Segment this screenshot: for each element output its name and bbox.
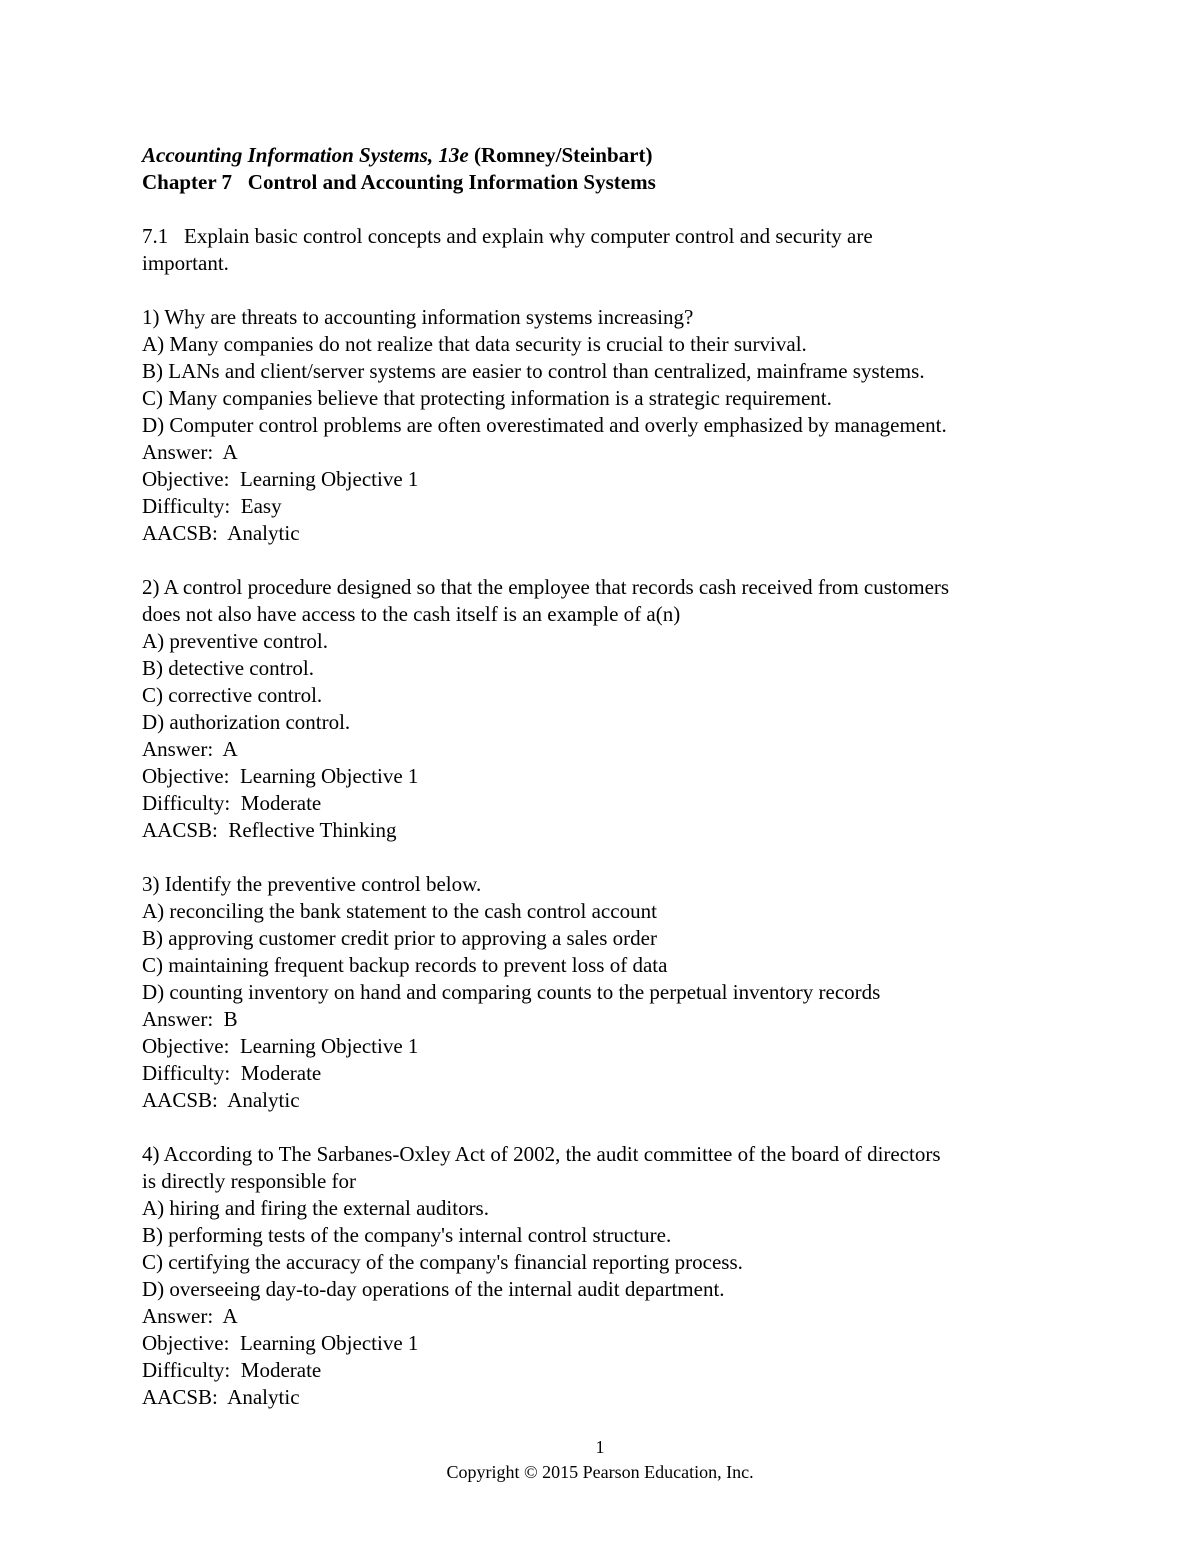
choice-b: B) LANs and client/server systems are easier to control than centralized, mainframe systems. bbox=[142, 359, 925, 383]
question-stem-line-2: does not also have access to the cash itself is an example of a(n) bbox=[142, 602, 681, 626]
spacer bbox=[142, 1114, 1072, 1141]
choice-a: A) hiring and firing the external auditors. bbox=[142, 1196, 489, 1220]
objective: Objective: Learning Objective 1 bbox=[142, 1331, 419, 1355]
question-4 bbox=[142, 1141, 1072, 1411]
question-3 bbox=[142, 871, 1072, 1114]
aacsb: AACSB: Analytic bbox=[142, 1385, 300, 1409]
learning-objective-line-1: 7.1 Explain basic control concepts and explain why computer control and security are bbox=[142, 224, 873, 248]
question-stem-line-1: 2) A control procedure designed so that the employee that records cash received from customers bbox=[142, 575, 950, 599]
choice-a: A) Many companies do not realize that data security is crucial to their survival. bbox=[142, 332, 807, 356]
question-2 bbox=[142, 574, 1072, 844]
answer: Answer: A bbox=[142, 440, 238, 464]
spacer bbox=[142, 277, 1072, 304]
choice-a: A) reconciling the bank statement to the cash control account bbox=[142, 899, 657, 923]
choice-c: C) certifying the accuracy of the company's financial reporting process. bbox=[142, 1250, 743, 1274]
question-stem-line-2: is directly responsible for bbox=[142, 1169, 357, 1193]
choice-d: D) Computer control problems are often overestimated and overly emphasized by management. bbox=[142, 413, 947, 437]
book-title: Accounting Information Systems, 13e bbox=[142, 143, 469, 167]
objective: Objective: Learning Objective 1 bbox=[142, 1034, 419, 1058]
book-heading bbox=[142, 142, 1072, 169]
aacsb: AACSB: Analytic bbox=[142, 521, 300, 545]
question-stem: 3) Identify the preventive control below. bbox=[142, 872, 482, 896]
spacer bbox=[142, 196, 1072, 223]
answer: Answer: A bbox=[142, 737, 238, 761]
question-1 bbox=[142, 304, 1072, 547]
difficulty: Difficulty: Moderate bbox=[142, 1358, 322, 1382]
book-authors: (Romney/Steinbart) bbox=[473, 143, 653, 167]
answer: Answer: A bbox=[142, 1304, 238, 1328]
choice-b: B) approving customer credit prior to approving a sales order bbox=[142, 926, 657, 950]
aacsb: AACSB: Analytic bbox=[142, 1088, 300, 1112]
choice-c: C) Many companies believe that protecting information is a strategic requirement. bbox=[142, 386, 832, 410]
difficulty: Difficulty: Moderate bbox=[142, 1061, 322, 1085]
question-stem: 1) Why are threats to accounting information systems increasing? bbox=[142, 305, 694, 329]
choice-d: D) authorization control. bbox=[142, 710, 351, 734]
difficulty: Difficulty: Moderate bbox=[142, 791, 322, 815]
answer: Answer: B bbox=[142, 1007, 238, 1031]
choice-b: B) performing tests of the company's internal control structure. bbox=[142, 1223, 672, 1247]
page-number: 1 bbox=[595, 1437, 605, 1457]
choice-b: B) detective control. bbox=[142, 656, 315, 680]
choice-a: A) preventive control. bbox=[142, 629, 329, 653]
choice-d: D) overseeing day-to-day operations of the internal audit department. bbox=[142, 1277, 725, 1301]
chapter-title: Chapter 7 Control and Accounting Information Systems bbox=[142, 170, 656, 194]
spacer bbox=[142, 547, 1072, 574]
objective: Objective: Learning Objective 1 bbox=[142, 764, 419, 788]
copyright-notice: Copyright © 2015 Pearson Education, Inc. bbox=[446, 1462, 754, 1482]
spacer bbox=[142, 844, 1072, 871]
aacsb: AACSB: Reflective Thinking bbox=[142, 818, 397, 842]
difficulty: Difficulty: Easy bbox=[142, 494, 282, 518]
choice-d: D) counting inventory on hand and comparing counts to the perpetual inventory records bbox=[142, 980, 881, 1004]
document-body bbox=[142, 142, 1072, 1411]
question-stem-line-1: 4) According to The Sarbanes-Oxley Act of 2002, the audit committee of the board of directors bbox=[142, 1142, 941, 1166]
choice-c: C) maintaining frequent backup records to prevent loss of data bbox=[142, 953, 668, 977]
choice-c: C) corrective control. bbox=[142, 683, 323, 707]
learning-objective-line-2: important. bbox=[142, 251, 229, 275]
objective: Objective: Learning Objective 1 bbox=[142, 467, 419, 491]
